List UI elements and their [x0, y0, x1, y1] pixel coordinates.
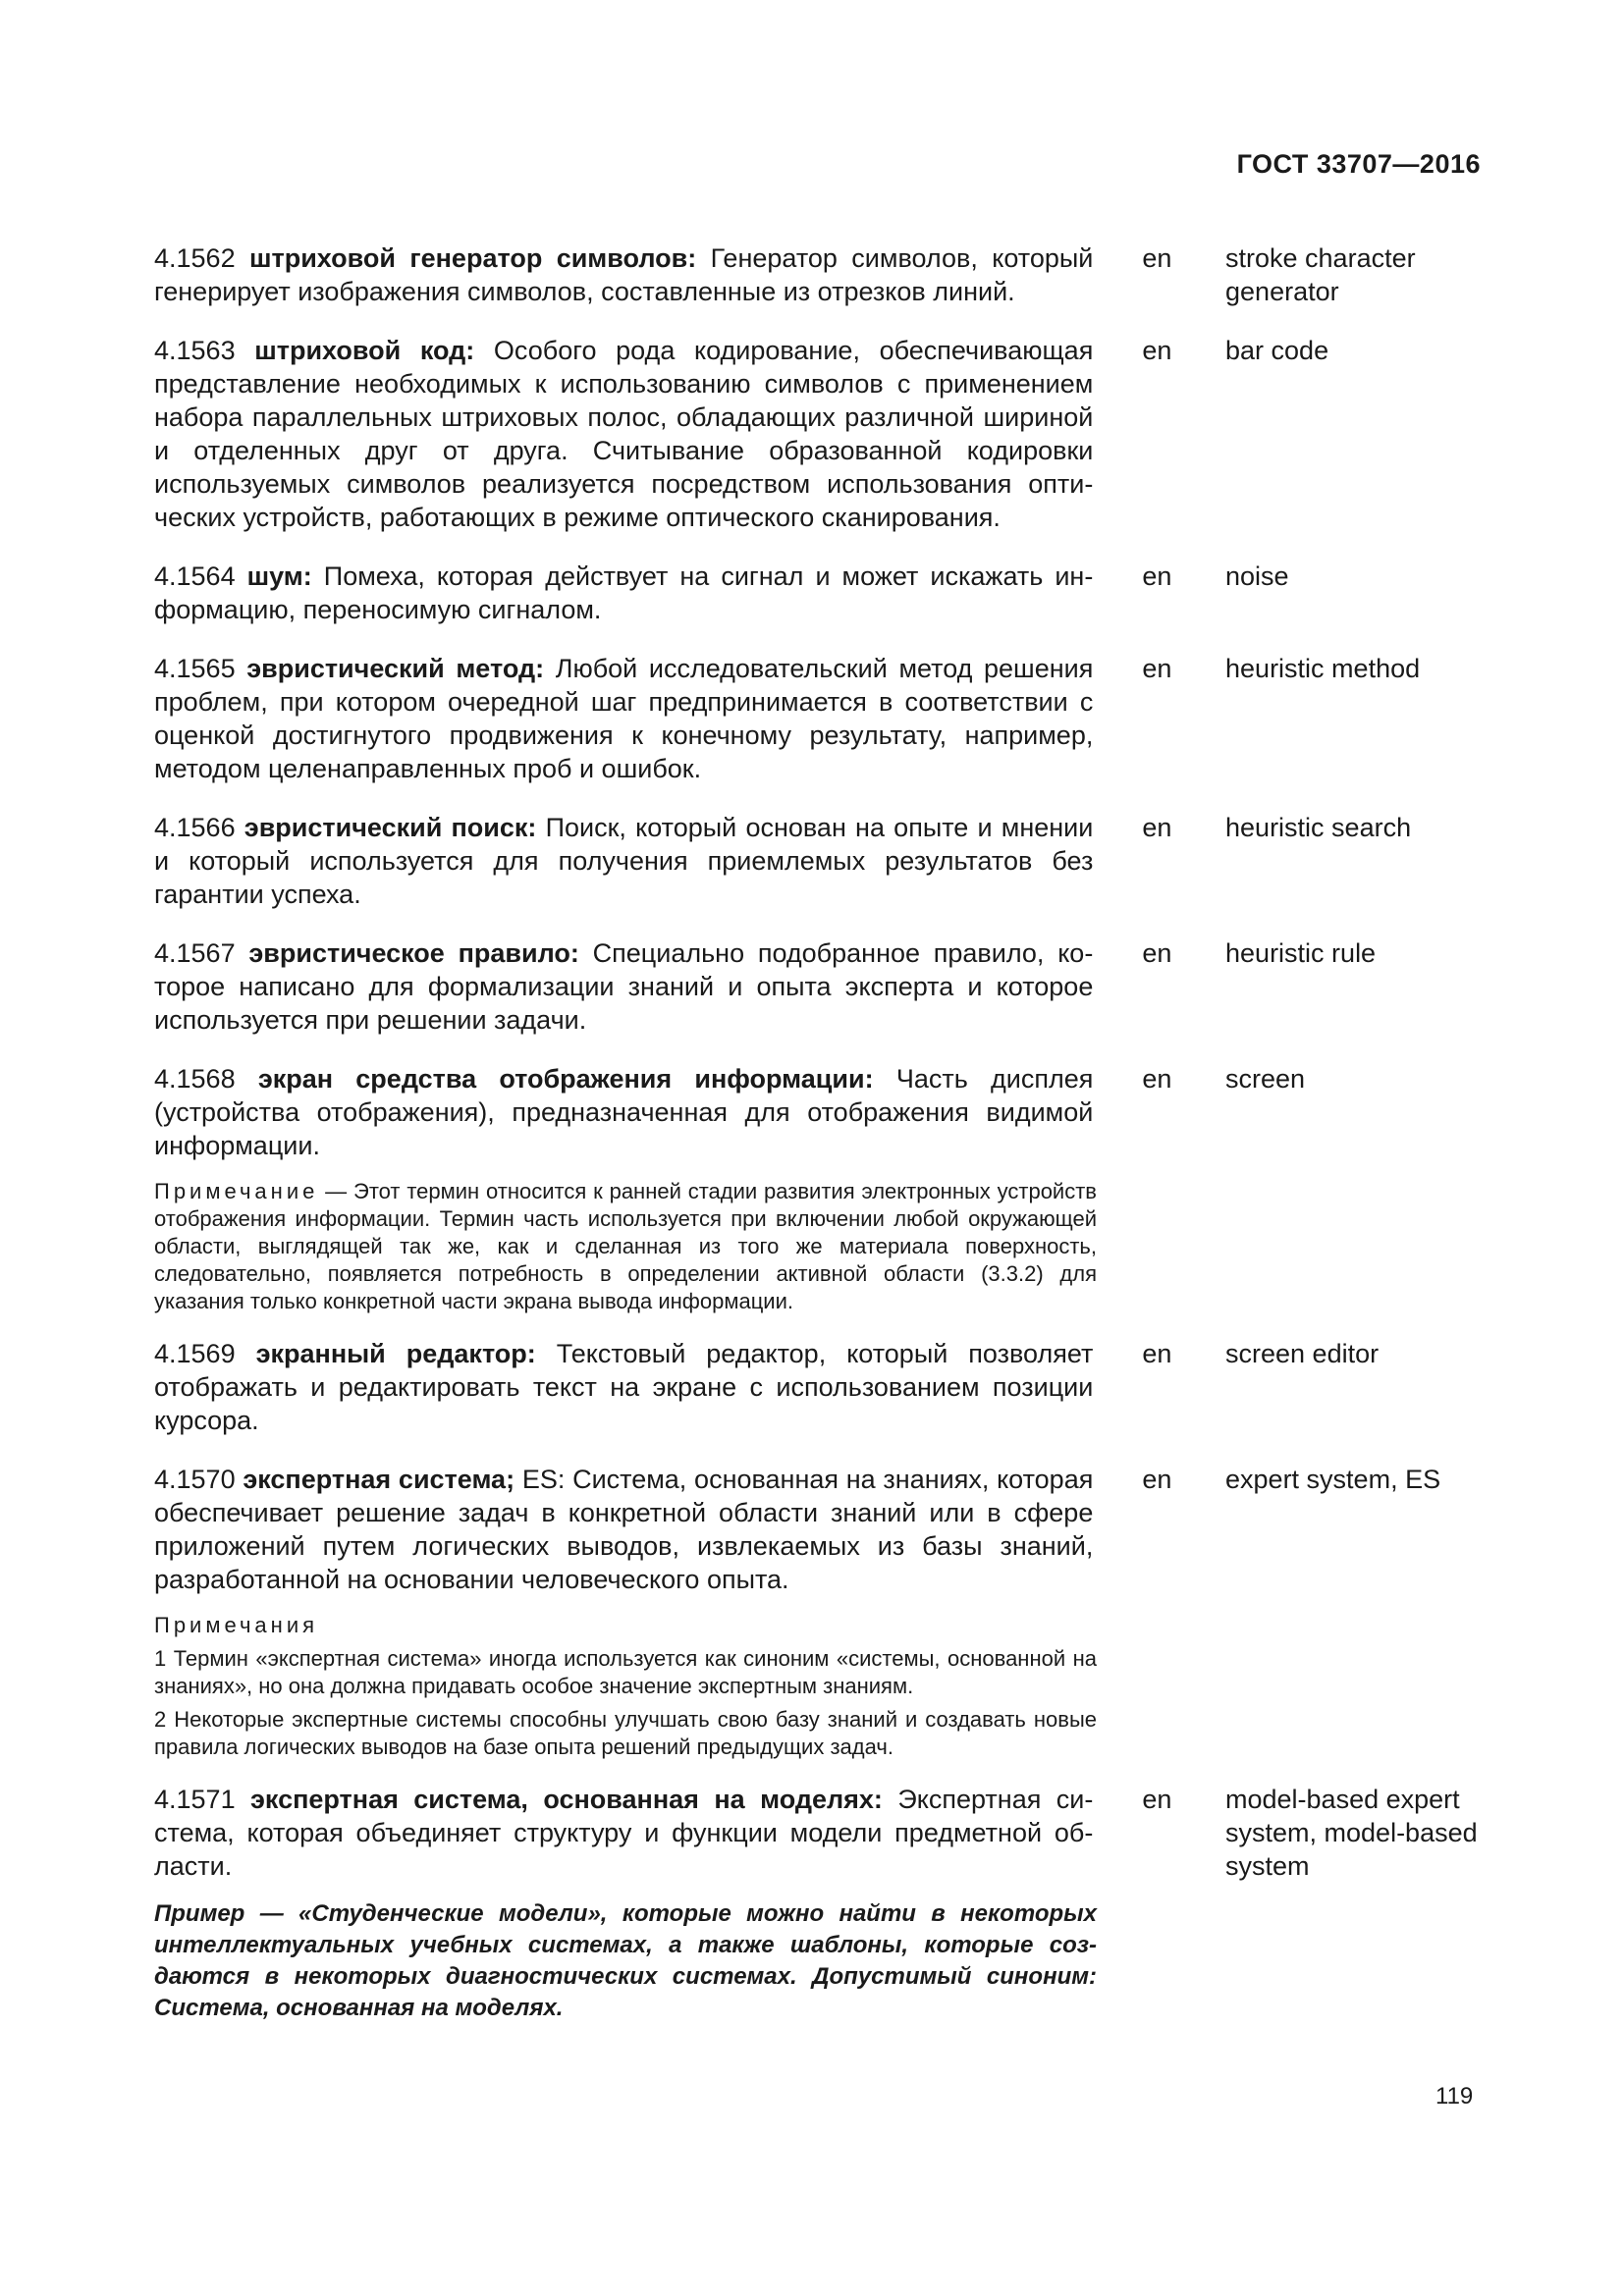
term-number: 4.1566	[154, 813, 236, 842]
term-number: 4.1568	[154, 1064, 236, 1094]
example-4-1571: Пример — «Студенческие модели», которые можно найти в некоторых интеллектуальных учебных системах, а также шаблоны, которые создаются в некоторых диагностических системах. Допустимый синоним: Система, основанная на моделях.	[154, 1900, 1097, 2021]
definition-text: Часть дисплея (устройства отображения), предназначенная для отображения видимой информации.	[154, 1064, 1094, 1160]
lang-code: en	[1142, 813, 1172, 842]
definition-text: Специально подобранное правило, которое написано для формализации знаний и опыта эксперта и которое используется при решении задачи.	[154, 938, 1094, 1035]
term-title: экспертная система;	[243, 1465, 515, 1494]
term-number: 4.1562	[154, 243, 236, 273]
english-term: heuristic rule	[1225, 938, 1377, 968]
definition	[154, 1463, 1093, 1596]
term-entry-4-1564	[154, 560, 1489, 626]
definition-text: Текстовый редактор, который позволяет отображать и редактировать текст на экране с использованием позиции курсора.	[154, 1339, 1094, 1435]
note-4-1568	[154, 1178, 1097, 1315]
term-number: 4.1565	[154, 654, 236, 683]
lang-code: en	[1142, 1339, 1172, 1368]
definition	[154, 241, 1093, 308]
standard-header: ГОСТ 33707—2016	[1236, 149, 1481, 179]
english-term: heuristic search	[1225, 813, 1412, 842]
note-item: 1 Термин «экспертная система» иногда используется как синоним «системы, основанной на знаниях», но она должна придавать особое значение экспертным знаниям.	[154, 1646, 1097, 1698]
lang-code: en	[1142, 938, 1172, 968]
term-number: 4.1567	[154, 938, 236, 968]
lang-code: en	[1142, 654, 1172, 683]
term-entry-4-1568	[154, 1062, 1489, 1162]
term-number: 4.1569	[154, 1339, 236, 1368]
term-title: штриховой генератор символов:	[248, 243, 697, 273]
definition	[154, 811, 1093, 911]
definition-text: Особого рода кодирование, обеспечивающая представление необходимых к использованию символов с применением набора параллельных штриховых полос, обладающих различной шириной и отделенных друг от друга. Считывание образованной кодировки используемых символов реализуется посредством использования оптических устройств, работающих в режиме оптического сканирования.	[154, 336, 1094, 532]
term-entry-4-1563	[154, 334, 1489, 534]
definition-text: Экспертная система, которая объединяет структуру и функции модели предметной области.	[154, 1785, 1094, 1881]
definition-text: ES: Система, основанная на знаниях, которая обеспечивает решение задач в конкретной области знаний или в сфере приложений путем логических выводов, извлекаемых из базы знаний, разработанной на основании человеческого опыта.	[154, 1465, 1094, 1594]
english-term: expert system, ES	[1225, 1465, 1441, 1494]
definition	[154, 936, 1093, 1037]
definition	[154, 1062, 1093, 1162]
term-entry-4-1571	[154, 1783, 1489, 1883]
definition-text: Поиск, который основан на опыте и мнении и который используется для получения приемлемых результатов без гарантии успеха.	[154, 813, 1094, 909]
lang-code: en	[1142, 561, 1172, 591]
english-term: model-based expert system, model-based system	[1225, 1785, 1478, 1881]
note-item: 2 Некоторые экспертные системы способны улучшать свою базу знаний и создавать новые правила логических выводов на базе опыта решений предыдущих задач.	[154, 1707, 1097, 1759]
term-title: экран средства отображения информации:	[257, 1064, 874, 1094]
term-entry-4-1567	[154, 936, 1489, 1037]
term-title: шум:	[246, 561, 312, 591]
term-number: 4.1571	[154, 1785, 236, 1814]
term-number: 4.1563	[154, 336, 236, 365]
term-title: экранный редактор:	[255, 1339, 536, 1368]
term-title: штриховой код:	[254, 336, 475, 365]
page-number: 119	[1435, 2083, 1474, 2109]
definition	[154, 652, 1093, 785]
definition	[154, 334, 1093, 534]
term-entry-4-1566	[154, 811, 1489, 911]
english-term: stroke character generator	[1225, 243, 1416, 306]
terms-list	[154, 241, 1489, 2024]
term-entry-4-1562	[154, 241, 1489, 308]
english-term: screen	[1225, 1064, 1306, 1094]
note-label: Примечание	[154, 1179, 319, 1203]
notes-label: Примечания	[154, 1613, 319, 1637]
definition	[154, 1337, 1093, 1437]
term-number: 4.1570	[154, 1465, 236, 1494]
term-title: эвристическое правило:	[248, 938, 579, 968]
definition-text: Любой исследовательский метод решения проблем, при котором очередной шаг предпринимается в соответствии с оценкой достигнутого продвижения к конечному результату, например, методом целенаправленных проб и ошибок.	[154, 654, 1094, 783]
lang-code: en	[1142, 1465, 1172, 1494]
term-title: эвристический метод:	[246, 654, 545, 683]
lang-code: en	[1142, 336, 1172, 365]
definition-text: Помеха, которая действует на сигнал и может искажать информацию, переносимую сигналом.	[154, 561, 1094, 624]
english-term: bar code	[1225, 336, 1329, 365]
term-entry-4-1569	[154, 1337, 1489, 1437]
note-text: — Этот термин относится к ранней стадии развития электронных устройств отображения информации. Термин часть используется при включении любой окружающей области, выглядящей так же, как и сделанная из того же материала поверхность, следовательно, появляется потребность в определении активной области (3.3.2) для указания только конкретной части экрана вывода информации.	[154, 1179, 1097, 1313]
definition-text: Генератор символов, который генерирует изображения символов, составленные из отрезков линий.	[154, 243, 1094, 306]
definition	[154, 560, 1093, 626]
english-term: noise	[1225, 561, 1289, 591]
term-entry-4-1565	[154, 652, 1489, 785]
english-term: heuristic method	[1225, 654, 1421, 683]
term-title: экспертная система, основанная на моделях:	[250, 1785, 883, 1814]
lang-code: en	[1142, 1785, 1172, 1814]
lang-code: en	[1142, 1064, 1172, 1094]
lang-code: en	[1142, 243, 1172, 273]
term-title: эвристический поиск:	[244, 813, 537, 842]
term-entry-4-1570	[154, 1463, 1489, 1596]
term-number: 4.1564	[154, 561, 236, 591]
english-term: screen editor	[1225, 1339, 1380, 1368]
definition	[154, 1783, 1093, 1883]
notes-4-1570	[154, 1612, 1097, 1761]
